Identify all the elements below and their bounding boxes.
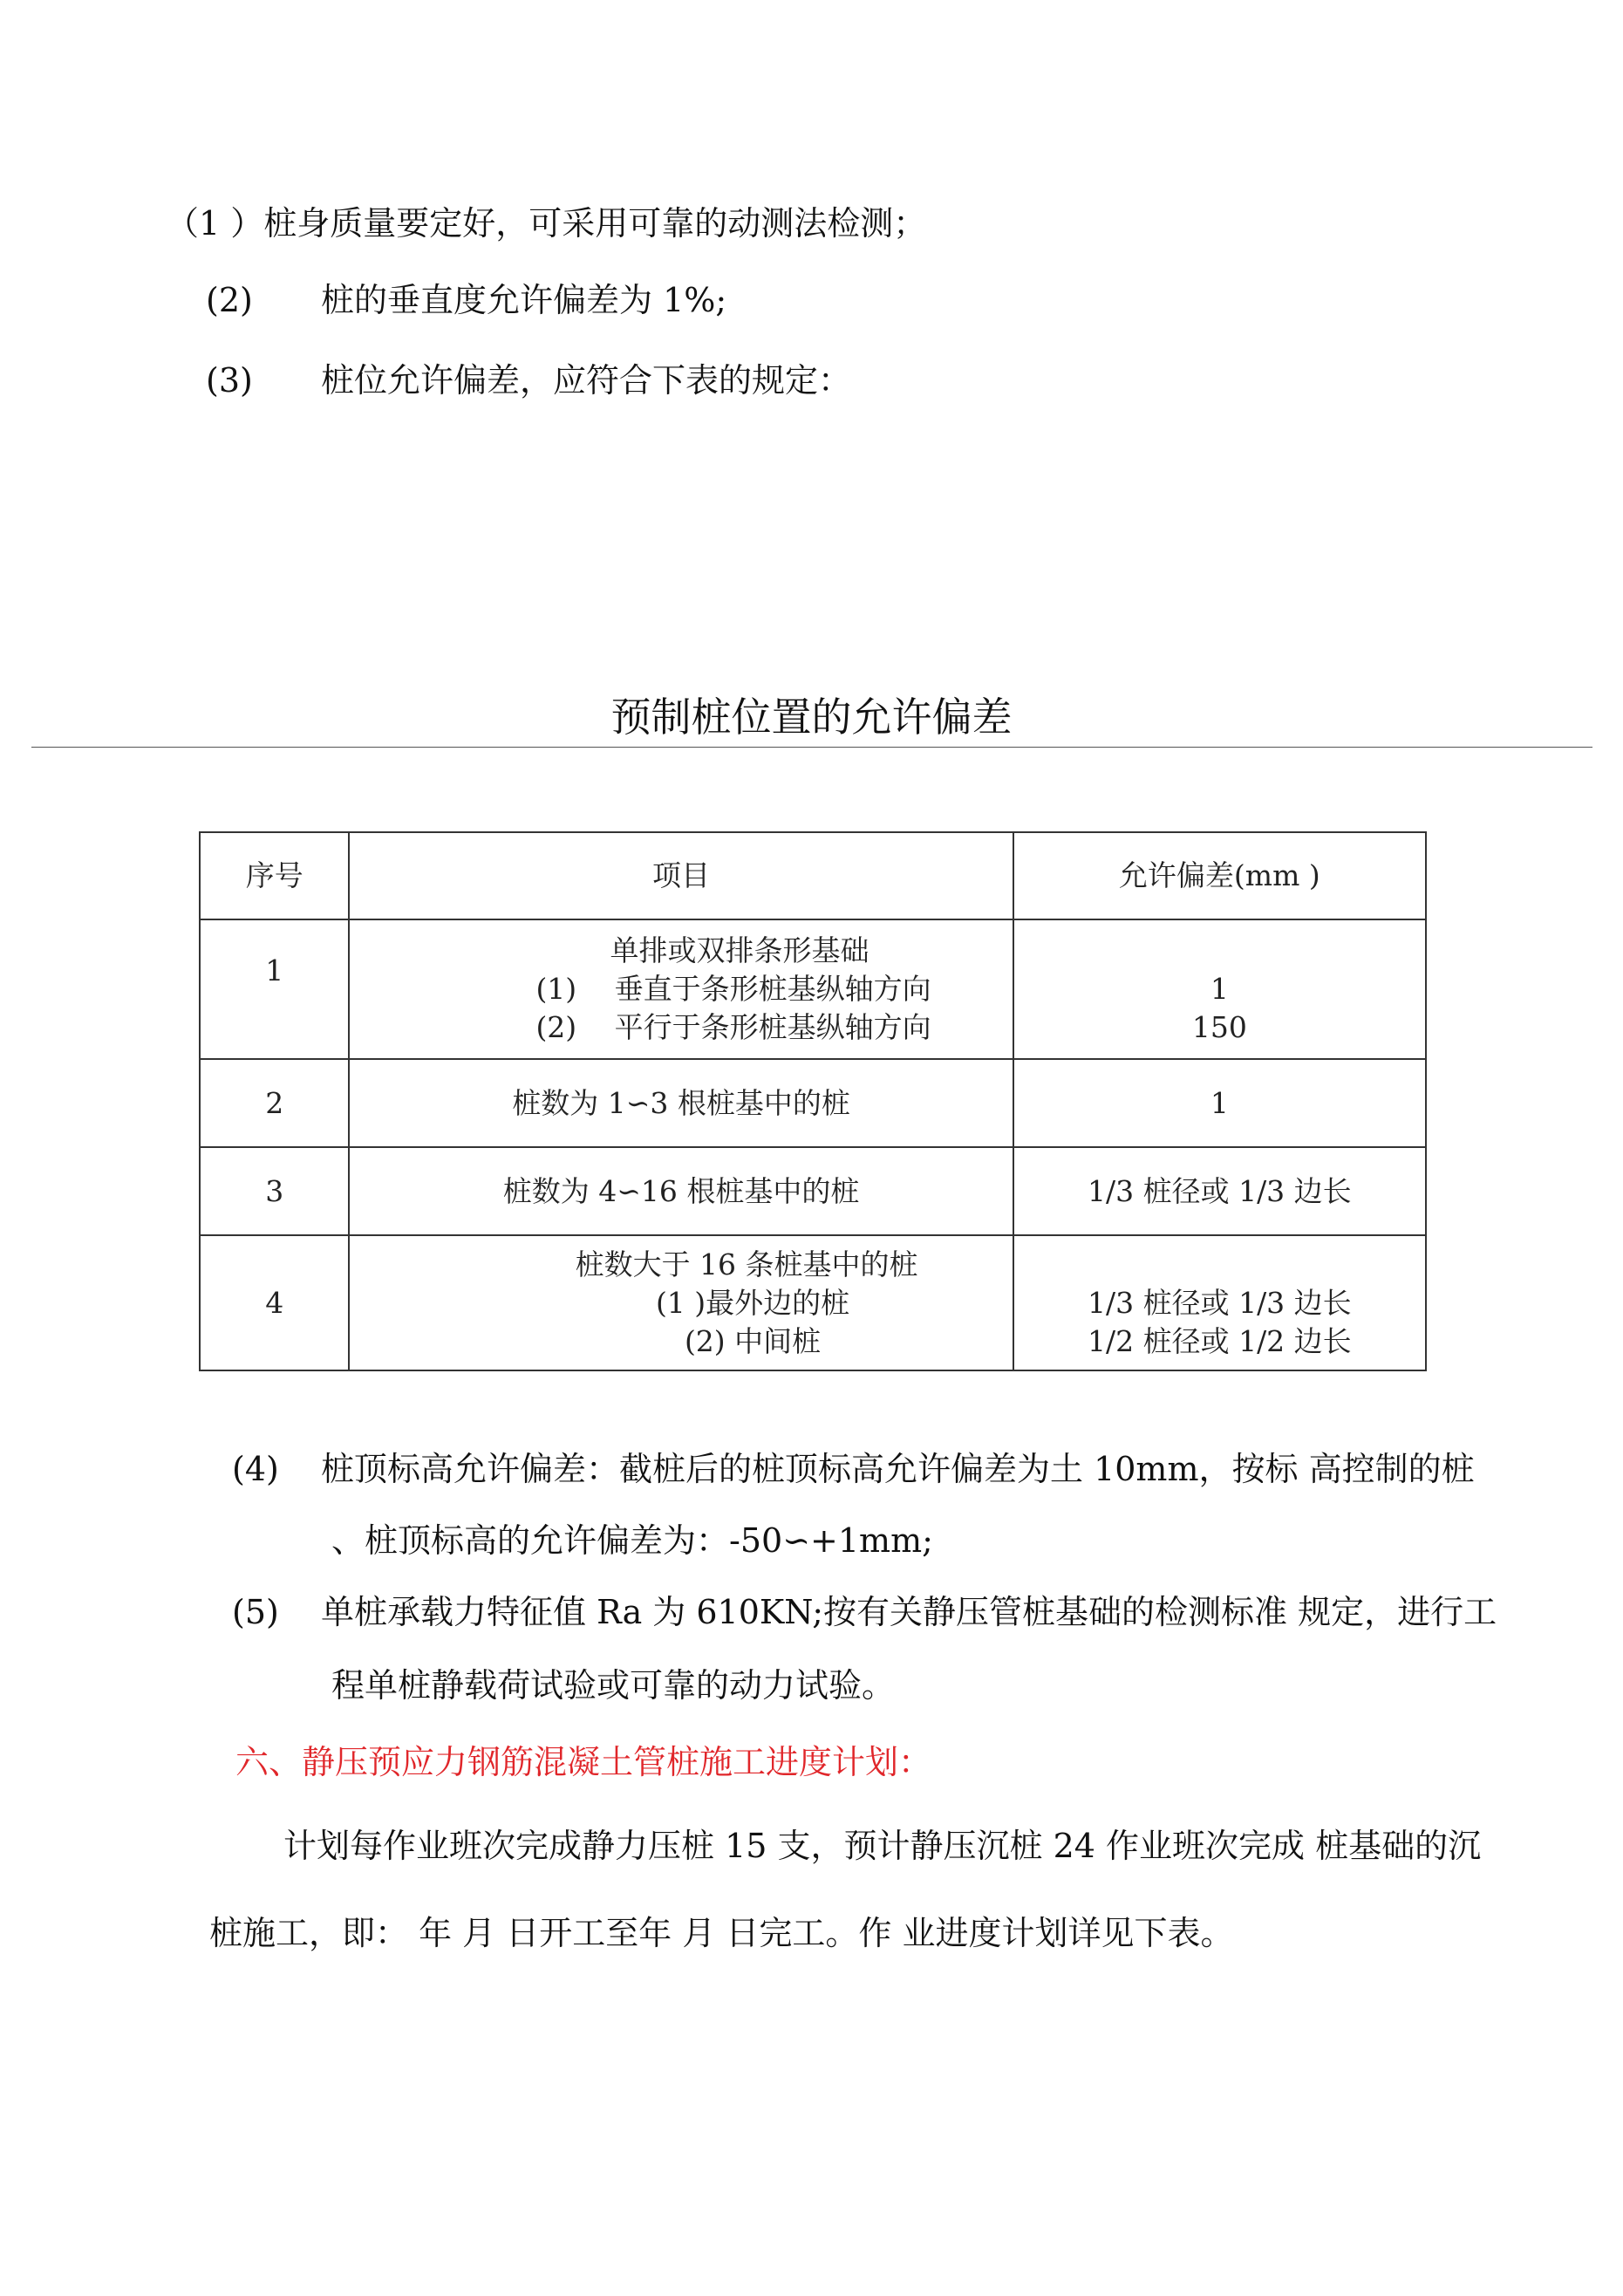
- row-tolerance: 1: [1013, 1059, 1426, 1147]
- table-row: [200, 919, 1426, 1059]
- section-heading: 六、静压预应力钢筋混凝土管桩施工进度计划：: [235, 1743, 932, 1781]
- header-cell-item: 项目: [349, 832, 1013, 919]
- row-number: 2: [200, 1059, 349, 1147]
- row-tolerance-blank: [1014, 932, 1425, 970]
- row-item: [349, 919, 1013, 1059]
- row-tolerance: [1013, 1235, 1426, 1370]
- item-3-number: (3): [206, 361, 253, 400]
- row-tolerance: 1/3 桩径或 1/3 边长: [1013, 1147, 1426, 1235]
- table-header-row: [200, 832, 1426, 919]
- item-1-text: （1 ）桩身质量要定好，可采用可靠的动测法检测；: [166, 204, 927, 243]
- item-5-line-1: 单桩承载力特征值 Ra 为 610KN;按有关静压管桩基础的检测标准 规定，进行工: [321, 1593, 1497, 1631]
- row-tolerance-line: 1: [1210, 972, 1229, 1006]
- tolerance-table: [199, 831, 1427, 1371]
- item-4-line-1: 桩顶标高允许偏差：截桩后的桩顶标高允许偏差为土 10mm，按标 高控制的桩: [321, 1450, 1475, 1488]
- row-item-line: 单排或双排条形基础: [610, 933, 869, 967]
- header-cell-no: 序号: [200, 832, 349, 919]
- row-tolerance-line: 1/2 桩径或 1/2 边长: [1087, 1323, 1352, 1358]
- table-row: [200, 1147, 1426, 1235]
- item-2-text: 桩的垂直度允许偏差为 1%;: [321, 281, 727, 319]
- row-item-line: (2) 中间桩: [684, 1323, 822, 1358]
- table-title: 预制桩位置的允许偏差: [610, 694, 1013, 741]
- row-item: [349, 1235, 1013, 1370]
- title-rule: [31, 747, 1592, 748]
- schedule-paragraph-line-1: 计划每作业班次完成静力压桩 15 支，预计静压沉桩 24 作业班次完成 桩基础的沉: [283, 1827, 1482, 1865]
- table-row: [200, 1235, 1426, 1370]
- item-2-number: (2): [206, 281, 253, 319]
- row-tolerance-line: 1/3 桩径或 1/3 边长: [1087, 1285, 1352, 1320]
- schedule-paragraph-line-2: 桩施工，即： 年 月 日开工至年 月 日完工。作 业进度计划详见下表。: [209, 1914, 1234, 1952]
- item-4-number: (4): [232, 1450, 279, 1488]
- row-item: 桩数为 4∽16 根桩基中的桩: [349, 1147, 1013, 1235]
- row-number: 1: [200, 919, 349, 1059]
- row-tolerance-line: 150: [1191, 1010, 1247, 1044]
- item-3-text: 桩位允许偏差，应符合下表的规定：: [321, 361, 852, 400]
- item-4-line-2: 、桩顶标高的允许偏差为：-50∽+1mm;: [331, 1521, 933, 1560]
- row-item-line: (1 )最外边的桩: [655, 1285, 850, 1320]
- row-item-line: (1) 垂直于条形桩基纵轴方向: [535, 972, 931, 1006]
- row-item-line: 桩数大于 16 条桩基中的桩: [575, 1247, 918, 1281]
- row-number: 4: [200, 1235, 349, 1370]
- row-tolerance-blank: [1014, 1246, 1425, 1284]
- row-tolerance: [1013, 919, 1426, 1059]
- item-5-line-2: 程单桩静载荷试验或可靠的动力试验。: [331, 1666, 896, 1705]
- item-5-number: (5): [232, 1593, 279, 1631]
- header-cell-tolerance: 允许偏差(mm ): [1013, 832, 1426, 919]
- row-item-line: (2) 平行于条形桩基纵轴方向: [535, 1010, 931, 1044]
- row-item: 桩数为 1∽3 根桩基中的桩: [349, 1059, 1013, 1147]
- row-number: 3: [200, 1147, 349, 1235]
- table-row: [200, 1059, 1426, 1147]
